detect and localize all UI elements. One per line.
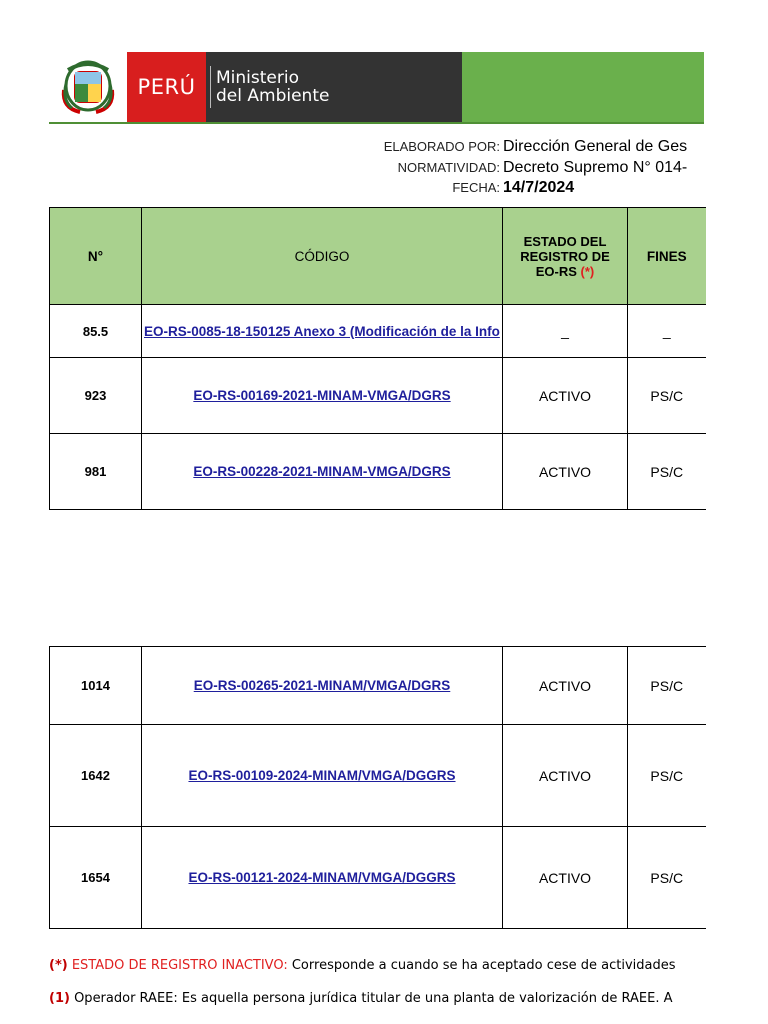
fecha-value: 14/7/2024 [503, 179, 575, 196]
header-estado-mark: (*) [580, 263, 595, 279]
row-status: _ [503, 305, 628, 358]
row-code [142, 647, 503, 725]
row-status: ACTIVO [503, 434, 628, 510]
note1-text: Corresponde a cuando se ha aceptado cese de actividades [291, 958, 676, 973]
registry-table-top [49, 207, 706, 510]
row-fines: PS/C [628, 725, 706, 827]
elaborado-value: Dirección General de Ges [503, 138, 688, 155]
note-inactive [49, 958, 704, 973]
row-code-link[interactable]: EO-RS-00121-2024-MINAM/VMGA/DGGRS [188, 870, 456, 885]
row-num: 981 [50, 434, 142, 510]
normatividad-label: NORMATIVIDAD: [397, 160, 500, 175]
header-fines: FINES [628, 208, 706, 305]
header-estado-line3: EO-RS [535, 263, 577, 279]
row-code-link[interactable]: EO-RS-00109-2024-MINAM/VMGA/DGGRS [188, 768, 456, 783]
row-fines: PS/C [628, 434, 706, 510]
row-code-link[interactable]: EO-RS-00228-2021-MINAM-VMGA/DGRS [193, 464, 451, 479]
fecha-label: FECHA: [452, 180, 500, 195]
ministry-line-1: Ministerio [216, 68, 299, 88]
row-fines: PS/C [628, 827, 706, 929]
row-fines: PS/C [628, 358, 706, 434]
row-status: ACTIVO [503, 827, 628, 929]
row-code [142, 305, 503, 358]
table-header-row [50, 208, 706, 305]
table-row [50, 827, 706, 929]
note2-text: Operador RAEE: Es aquella persona jurídica titular de una planta de valorización de RAEE. A [74, 991, 673, 1006]
ministry-brand [206, 52, 462, 122]
brand-divider [210, 66, 211, 108]
table-row [50, 725, 706, 827]
table-row [50, 647, 706, 725]
peru-label: PERÚ [137, 75, 196, 99]
normatividad-row [300, 159, 704, 177]
row-num: 923 [50, 358, 142, 434]
row-num: 1014 [50, 647, 142, 725]
row-status: ACTIVO [503, 647, 628, 725]
note-raee [49, 991, 704, 1006]
row-code [142, 434, 503, 510]
table-row [50, 358, 706, 434]
row-fines: _ [628, 305, 706, 358]
note2-mark: (1) [49, 991, 70, 1006]
elaborado-row [300, 138, 704, 156]
row-num: 1654 [50, 827, 142, 929]
row-num: 1642 [50, 725, 142, 827]
row-code [142, 358, 503, 434]
header-estado [503, 208, 628, 305]
row-code [142, 725, 503, 827]
header-estado-line1: ESTADO DEL [523, 233, 607, 249]
row-code-link[interactable]: EO-RS-00265-2021-MINAM/VMGA/DGRS [193, 678, 451, 693]
row-num: 85.5 [50, 305, 142, 358]
ministry-line-2: del Ambiente [216, 86, 330, 106]
header-num: N° [50, 208, 142, 305]
registry-table-bottom [49, 646, 706, 929]
row-status: ACTIVO [503, 358, 628, 434]
table-row [50, 434, 706, 510]
row-code [142, 827, 503, 929]
elaborado-label: ELABORADO POR: [383, 139, 500, 154]
row-code-link[interactable]: EO-RS-00169-2021-MINAM-VMGA/DGRS [193, 388, 451, 403]
fecha-row [300, 179, 704, 197]
header-estado-line2: REGISTRO DE [520, 248, 610, 264]
row-fines: PS/C [628, 647, 706, 725]
normatividad-value: Decreto Supremo N° 014- [503, 159, 688, 176]
peru-brand [127, 52, 206, 122]
row-status: ACTIVO [503, 725, 628, 827]
banner-underline [49, 122, 704, 124]
coat-of-arms-logo [49, 52, 127, 122]
header-codigo: CÓDIGO [142, 208, 503, 305]
note1-mark: (*) [49, 958, 68, 973]
table-row [50, 305, 706, 358]
note1-label: ESTADO DE REGISTRO INACTIVO: [71, 958, 288, 973]
row-code-link[interactable]: EO-RS-0085-18-150125 Anexo 3 (Modificación de la Info [144, 323, 500, 339]
